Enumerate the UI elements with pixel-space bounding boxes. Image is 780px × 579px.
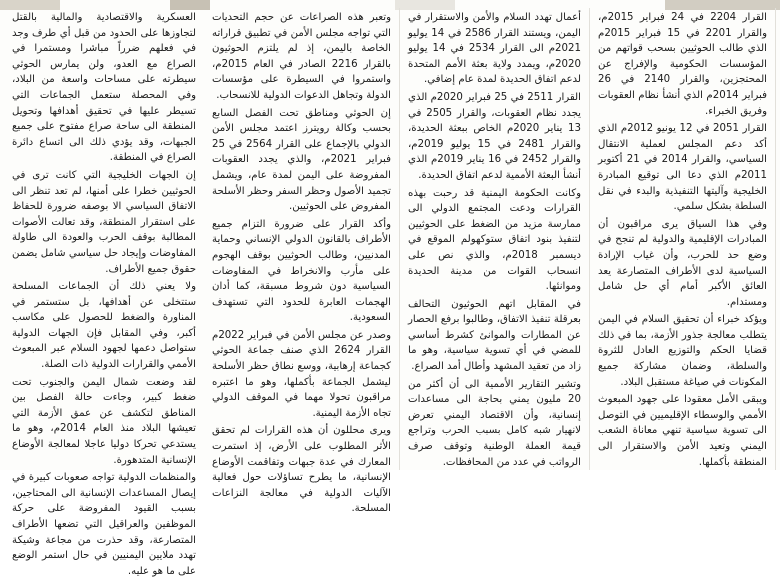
paragraph: إن الحوثي ومناطق تحت الفصل السابع بحسب وكالة رويترز اعتمد مجلس الأمن الدولي بالإجماع على القرار 2564 في 25 فبراير 2021م، والذي يجدد العقوبات المفروضة على اليمن لمدة عام، ويشمل تجميد الأصول وحظر السفر وحظر الأسلحة المفروض على الحوثيين. bbox=[212, 107, 392, 213]
paragraph: ولا يعني ذلك أن الجماعات المسلحة ستتخلى عن أهدافها، بل ستستمر في المناورة والضغط للحصول على مكاسب أكبر، وفي المقابل فإن الجهات الدولية ستواصل دعمها لجهود السلام عبر المبعوث الأممي والقرارات الدولية ذات الصلة. bbox=[12, 281, 196, 371]
paragraph: في المقابل اتهم الحوثيون التحالف بعرقلة تنفيذ الاتفاق، وطالبوا برفع الحصار عن المطارات والموانئ كشرط أساسي للمضي في أي تسوية سياسية، وهو ما زاد من تعقيد المشهد وأطال أمد الصراع. bbox=[408, 298, 581, 373]
paragraph: والمنظمات الدولية تواجه صعوبات كبيرة في إيصال المساعدات الإنسانية الى المحتاجين، بسبب القيود المفروضة على حركة الموظفين والعراقيل التي تضعها الأطراف المتصارعة، وقد حذرت من مجاعة وشيكة تهدد ملايين اليمنيين في حال استمر الوضع على ما هو عليه. bbox=[12, 472, 196, 577]
article-columns bbox=[4, 8, 776, 577]
article-column-1 bbox=[4, 8, 204, 577]
paragraph: أعمال تهدد السلام والأمن والاستقرار في اليمن، ويستند القرار 2586 في 14 يوليو 2021م الى القرار 2534 في 14 يوليو 2020م، ويمدد ولاية بعثة الأمم المتحدة لدعم اتفاق الحديدة لمدة عام إضافي. bbox=[408, 12, 581, 86]
paragraph: القرار 2204 في 24 فبراير 2015م، والقرار 2201 في 15 فبراير 2015م الذي طالب الحوثيين بسحب قواتهم من المؤسسات الحكومية والإفراج عن المحتجزين، والقرار 2140 في 26 فبراير 2014م الذي أنشأ نظام العقوبات وفريق الخبراء. bbox=[598, 12, 767, 117]
paragraph: وأكد القرار على ضرورة التزام جميع الأطراف بالقانون الدولي الإنساني وحماية المدنيين، وطالب الحوثيين بوقف الهجوم على مأرب والانخراط في المفاوضات السياسية دون شروط مسبقة، كما أدان الهجمات العابرة للحدود التي تستهدف السعودية. bbox=[212, 218, 391, 324]
paragraph: القرار 2051 في 12 يونيو 2012م الذي أكد دعم المجلس لعملية الانتقال السياسي، والقرار 2014 في 21 أكتوبر 2011م الذي دعا الى توقيع المبادرة الخليجية وآليتها التنفيذية والبدء في نقل السلطة بشكل سلمي. bbox=[598, 123, 768, 213]
paragraph: ويبقى الأمل معقودا على جهود المبعوث الأممي والوسطاء الإقليميين في التوصل الى تسوية سياسية تنهي معاناة الشعب اليمني وتعيد الأمن والاستقرار الى المنطقة بأكملها. bbox=[598, 394, 767, 468]
paragraph: العسكرية والاقتصادية والمالية بالقتل لتجاوزها على الحدود من قبل أي طرف وجد في فعلهم ضرراً مباشرا ومستمرا في الصراع مع العدو، ولن يمارس الحوثي سيطرته على مساحات واسعة من البلاد، وفي المحصلة ستعمل الجماعات التي تسيطر عليها في تحقيق أهدافها وتحويل المنطقة الى ساحة صراع مفتوح على جميع الجبهات، وقد يؤدي ذلك الى اتساع دائرة الصراع في المنطقة. bbox=[12, 12, 196, 164]
paragraph: لقد وضعت شمال اليمن والجنوب تحت ضغط كبير، وجاءت حالة الفصل بين المناطق لتكشف عن عمق الأزمة التي تعيشها البلاد منذ العام 2014م، وهو ما يستدعي تحركا دوليا عاجلا لمعالجة الأوضاع الإنسانية المتدهورة. bbox=[12, 376, 196, 466]
paragraph: وتشير التقارير الأممية الى أن أكثر من 20 مليون يمني بحاجة الى مساعدات إنسانية، وأن الاقتصاد اليمني تعرض لانهيار شبه كامل بسبب الحرب وتراجع قيمة العملة الوطنية وتوقف صرف الرواتب في عدد من المحافظات. bbox=[408, 378, 581, 468]
article-column-2 bbox=[204, 8, 400, 515]
paragraph: القرار 2511 في 25 فبراير 2020م الذي يجدد نظام العقوبات، والقرار 2505 في 13 يناير 2020م الخاص ببعثة الحديدة، والقرار 2481 في 15 يوليو 2019م، والقرار 2452 في 16 يناير 2019م الذي أنشأ البعثة الأممية لدعم اتفاق الحديدة. bbox=[408, 91, 581, 181]
paragraph: وصدر عن مجلس الأمن في فبراير 2022م القرار 2624 الذي صنف جماعة الحوثي كجماعة إرهابية، ووسع نطاق حظر الأسلحة ليشمل الجماعة بأكملها، وهو ما اعتبره مراقبون تحولا مهما في الموقف الدولي تجاه الأزمة اليمنية. bbox=[212, 329, 391, 419]
article-column-4 bbox=[590, 8, 776, 470]
paragraph: وفي هذا السياق يرى مراقبون أن المبادرات الإقليمية والدولية لم تنجح في وضع حد للحرب، وأن غياب الإرادة السياسية لدى الأطراف المتصارعة يعد العائق الأكبر أمام أي حل شامل ومستدام. bbox=[598, 218, 767, 308]
paragraph: وتعبر هذه الصراعات عن حجم التحديات التي تواجه مجلس الأمن في تطبيق قراراته الخاصة باليمن، إذ لم يلتزم الحوثيون بالقرار 2216 الصادر في العام 2015م، واستمروا في السيطرة على مؤسسات الدولة وتجاهل الدعوات الدولية للانسحاب. bbox=[212, 12, 392, 101]
paragraph: إن الجهات الخليجية التي كانت ترى في الحوثيين خطرا على أمنها، لم تعد تنظر الى الاتفاق السياسي الا بوصفه ضرورة للحفاظ على استقرار المنطقة، وقد تعالت الأصوات المطالبة بوقف الحرب والعودة الى طاولة المفاوضات وإيجاد حل سياسي شامل يضمن حقوق جميع الأطراف. bbox=[12, 169, 196, 275]
paragraph: ويرى محللون أن هذه القرارات لم تحقق الأثر المطلوب على الأرض، إذ استمرت المعارك في عدة جبهات وتفاقمت الأوضاع الإنسانية، ما يطرح تساؤلات حول فعالية الآليات الدولية في معالجة النزاعات المسلحة. bbox=[212, 425, 391, 515]
article-column-3 bbox=[400, 8, 590, 470]
paragraph: وكانت الحكومة اليمنية قد رحبت بهذه القرارات ودعت المجتمع الدولي الى ممارسة مزيد من الضغط على الحوثيين لتنفيذ بنود اتفاق ستوكهولم الموقع في ديسمبر 2018م، والذي نص على انسحاب القوات من مدينة الحديدة وموانئها. bbox=[408, 187, 581, 293]
paragraph: ويؤكد خبراء أن تحقيق السلام في اليمن يتطلب معالجة جذور الأزمة، بما في ذلك قضايا الحكم والتوزيع العادل للثروة والسلطة، وضمان مشاركة جميع المكونات في صياغة مستقبل البلاد. bbox=[598, 314, 767, 388]
